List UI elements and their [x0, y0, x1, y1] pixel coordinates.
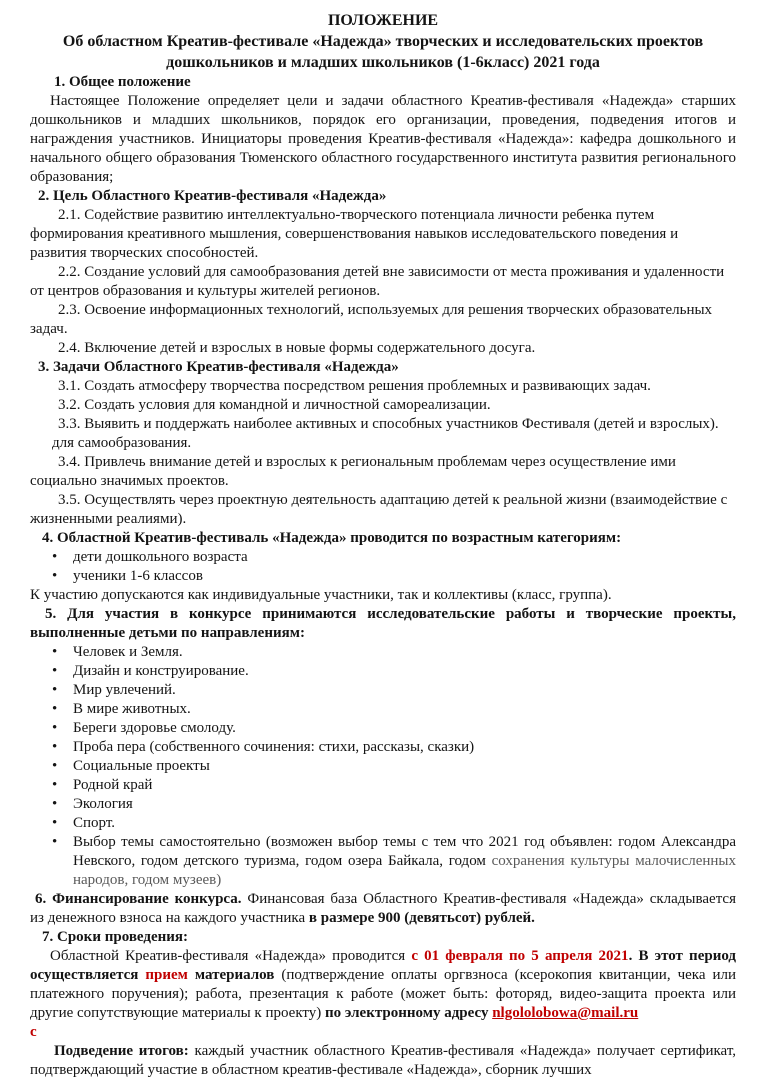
task-item-3-5: 3.5. Осуществлять через проектную деятельность адаптацию детей к реальной жизни (взаимодействие с жизненными реалиями). [30, 492, 728, 527]
results-paragraph [30, 1042, 736, 1080]
task-item-3-1: 3.1. Создать атмосферу творчества посредством решения проблемных и развивающих задач. [58, 378, 651, 394]
results-heading-text: Подведение итогов: [54, 1043, 195, 1059]
participation-note: К участию допускаются как индивидуальные участники, так и коллективы (класс, группа). [30, 587, 612, 603]
funding-heading-text: 6. Финансирование конкурса. [35, 891, 248, 907]
doc-title-line-2: Об областном Креатив-фестивале «Надежда» творческих и исследовательских проектов [62, 33, 704, 50]
festival-dates-text: с 01 февраля по 5 апреля 2021 [411, 948, 629, 964]
section-4-heading: 4. Областной Креатив-фестиваль «Надежда» проводится по возрастным категориям: [42, 530, 622, 546]
age-categories-list [30, 548, 736, 586]
direction-item: • Родной край [30, 776, 736, 795]
free-topic-text: Выбор темы самостоятельно (возможен выбор темы с тем что 2021 год объявлен: годом Александра Невского, годом детского туризма, годом озера Байкала, годом [73, 834, 736, 869]
goal-item-2-3: 2.3. Освоение информационных технологий, используемых для решения творческих образовательных задач. [30, 302, 713, 337]
direction-item: • Береги здоровье смолоду. [30, 719, 736, 738]
funding-body-text: Финансовая база Областного Креатив-фестиваля «Надежда» складывается из денежного взноса на каждого участника [30, 891, 736, 926]
task-item-self-education: для самообразования. [52, 435, 192, 451]
goal-item-2-1: 2.1. Содействие развитию интеллектуально-творческого потенциала личности ребенка путем формирования креативного мышления, совершенствования навыков исследовательского поведения и развития творческих способностей. [30, 207, 679, 261]
direction-item: • Экология [30, 795, 736, 814]
section-1-paragraph: Настоящее Положение определяет цели и задачи областного Креатив-фестиваля «Надежда» старших дошкольников и младших школьников, порядок его организации, проведения, подведения итогов и награждения участников. Инициаторы проведения Креатив-фестиваля «Надежда»: кафедра дошкольного и начального общего образования Тюменского областного государственного института развития регионального образования; [30, 93, 736, 185]
section-5-heading: 5. Для участия в конкурсе принимаются исследовательские работы и творческие проекты, выполненные детьми по направлениям: [30, 606, 736, 641]
direction-item: • Мир увлечений. [30, 681, 736, 700]
funding-paragraph [30, 890, 736, 928]
section-7-heading: 7. Сроки проведения: [42, 929, 189, 945]
free-topic-gray-text: сохранения культуры малочисленных народов, годом музеев) [73, 853, 736, 888]
doc-title-line-1: ПОЛОЖЕНИЕ [327, 12, 439, 29]
task-item-3-4: 3.4. Привлечь внимание детей и взрослых к региональным проблемам через осуществление ими социально значимых проектов. [30, 454, 676, 489]
funding-fee-text: в размере 900 (девятьсот) рублей. [308, 910, 535, 926]
direction-item: • В мире животных. [30, 700, 736, 719]
dates-intro-text: Областной Креатив-фестиваля «Надежда» проводится [50, 948, 412, 964]
section-1-heading: 1. Общее положение [54, 74, 191, 90]
dates-paragraph [30, 947, 736, 1042]
email-link[interactable]: nlgololobowa@mail.ru [492, 1005, 639, 1021]
direction-item: • Социальные проекты [30, 757, 736, 776]
task-item-3-3: 3.3. Выявить и поддержать наиболее активных и способных участников Фестиваля (детей и взрослых). [58, 416, 719, 432]
direction-item: • Проба пера (собственного сочинения: стихи, рассказы, сказки) [30, 738, 736, 757]
dates-dot-text: . [628, 948, 639, 964]
goal-item-2-4: 2.4. Включение детей и взрослых в новые формы содержательного досуга. [58, 340, 536, 356]
email-wrap-text: с [30, 1024, 37, 1040]
results-body-text: каждый участник областного Креатив-фестиваля «Надежда» получает сертификат, подтверждающий участие в областном креатив-фестивале «Надежда», сборник лучших [30, 1043, 737, 1078]
doc-title-line-3: дошкольников и младших школьников (1-6класс) 2021 года [166, 54, 600, 71]
period-bold-text: В этот период осуществляется [30, 948, 736, 983]
section-2-heading: 2. Цель Областного Креатив-фестиваля «Надежда» [38, 188, 387, 204]
direction-item: • Человек и Земля. [30, 643, 736, 662]
direction-item: • Спорт. [30, 814, 736, 833]
age-category-item: • дети дошкольного возраста [30, 548, 736, 567]
section-3-heading: 3. Задачи Областного Креатив-фестиваля «Надежда» [38, 359, 399, 375]
goal-item-2-2: 2.2. Создание условий для самообразования детей вне зависимости от места проживания и удаленности от центров образования и культуры жителей регионов. [30, 264, 725, 299]
materials-bold-text: материалов [187, 967, 282, 983]
submission-details-text: (подтверждение оплаты оргвзноса (ксерокопия квитанции, чека или платежного поручения); работа, презентация к работе (может быть: фоторяд, видео-защита проекта или другие сопутствующие материалы к проекту) [30, 967, 737, 1021]
direction-item-free-topic [30, 833, 736, 890]
direction-item: • Дизайн и конструирование. [30, 662, 736, 681]
priem-red-text: прием [145, 967, 188, 983]
email-label-text: по электронному адресу [325, 1005, 493, 1021]
task-item-3-2: 3.2. Создать условия для командной и личностной самореализации. [58, 397, 491, 413]
directions-list [30, 643, 736, 890]
age-category-item: • ученики 1-6 классов [30, 567, 736, 586]
